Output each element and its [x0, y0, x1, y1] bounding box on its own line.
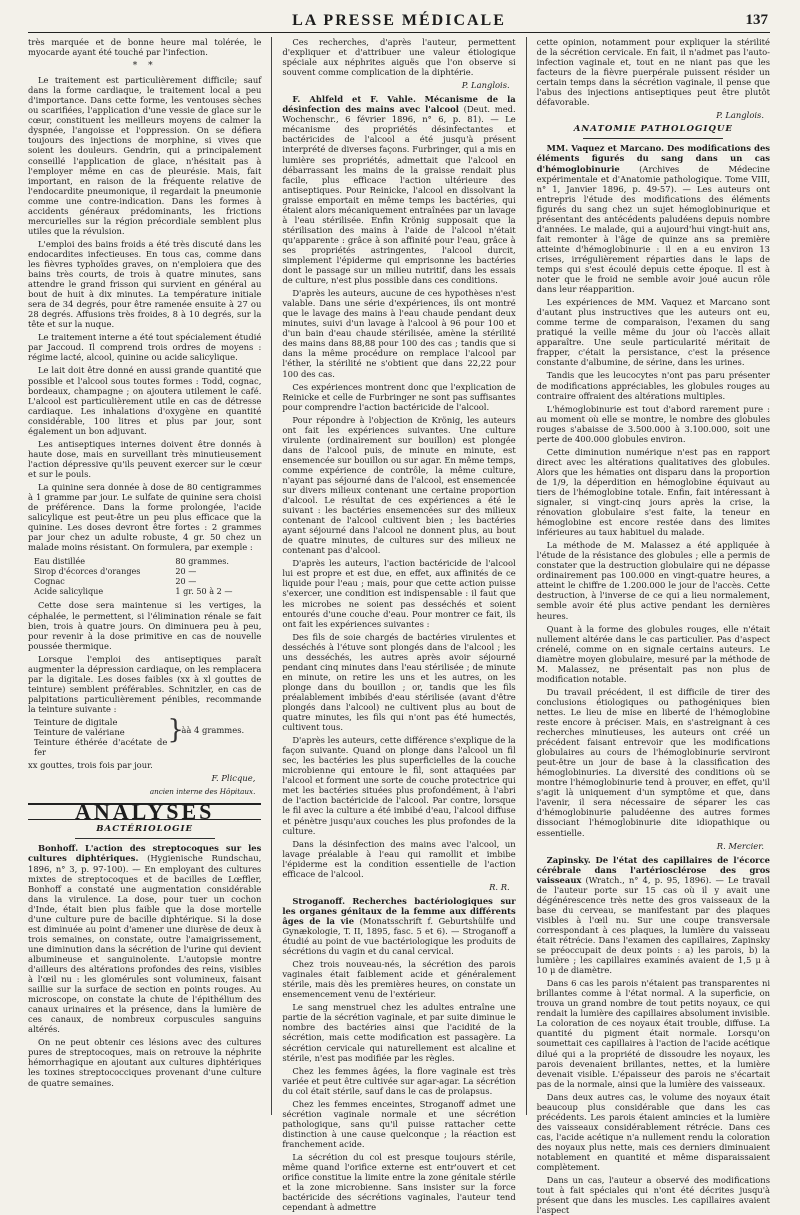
abstract-vaquez [537, 143, 770, 294]
abstract-title: Recherches bactériologiques sur les organes génitaux de la femme aux différents âges de la vie [282, 895, 516, 926]
tincture-lines [34, 717, 167, 757]
abstract-stroganoff [282, 896, 515, 956]
paragraph: D'après les auteurs, cette différence s'explique de la façon suivante. Quand on plonge dans l'alcool un fil sec, les bactéries les plus superficielles de la couche microbienne qui entoure le fil, sont attaquées par l'alcool et forment une sorte de couche protectrice qui met les bactéries situées plus profondément, à l'abri de l'action bactéricide de l'alcool. Par contre, lorsque le fil avec la culture a été imbibé d'eau, l'alcool diffuse et pénètre jusqu'aux couches les plus profondes de la culture. [282, 735, 516, 836]
author-signature: R. R. [489, 881, 510, 892]
abstract-body: (Deut. med. Wochenschr., 6 février 1896, n° 6, p. 81). — Le mécanisme des propriétés désinfectantes et bactéricides de l'alcool a été jusqu'à présent interprété de diverses façons. Furbringer, qui a mis en lumière ses propriétés, admettait que l'alcool en débarrassant les mains de la graisse rendait plus facile, plus efficace l'action ultérieure des antiseptiques. Pour Reinicke, l'alcool en dissolvant la graisse emportait en même temps les bactéries, qui étaient alors mécaniquement entraînées par un lavage à l'eau stérilisée. Enfin Krönig supposait que la stérilisation des mains à l'aide de l'alcool n'était qu'apparente : grâce à son affinité pour l'eau, grâce à ses propriétés astringentes, l'alcool durcit, simplement l'épiderme qui emprisonne les bactéries dont le passage sur un milieu nutritif, dans les essais de culture, n'est plus possible dans ces conditions. [282, 104, 516, 286]
tincture-ingredient: Teinture de digitale [34, 717, 118, 727]
paragraph: Lorsque l'emploi des antiseptiques paraît augmenter la dépression cardiaque, on les remplacera par la digitale. Les doses faibles (xx à xl gouttes de teinture) semblent préférables. Schnitzler, en cas de palpitations particulièrement pénibles, recommande la teinture suivante : [28, 653, 262, 714]
rubric-bacteriologie: BACTÉRIOLOGIE [96, 824, 194, 835]
formula-row [34, 576, 261, 586]
paragraph: Chez les femmes âgées, la flore vaginale est très variée et peut être cultivée sur agar-agar. La sécrétion du col était stérile, sauf dans le cas de prolapsus. [282, 1065, 516, 1096]
rubric-anatomie-pathologique: ANATOMIE PATHOLOGIQUE [573, 124, 733, 135]
paragraph: On ne peut obtenir ces lésions avec des cultures pures de streptocoques, mais on retrouve la néphrite hémorrhagique en ajoutant aux cultures diphtériques les toxines streptococciques provenant d'une culture de quatre semaines. [28, 1037, 262, 1088]
author-signature: P. Langlois. [716, 110, 765, 121]
formula-quantity: 20 — [175, 566, 197, 577]
tincture-formula [34, 717, 261, 757]
paragraph: Les expériences de MM. Vaquez et Marcano sont d'autant plus instructives que les auteurs ont eu, comme terme de comparaison, l'examen du sang pratiqué la veille même du jour où l'accès allait apparaître. Une seule particularité méritait de frapper, c'était la persistance, c'est la présence constante d'albumine, de sérine, dans les urines. [536, 297, 771, 368]
paragraph: L'emploi des bains froids a été très discuté dans les endocardites infectieuses. En tous cas, comme dans les fièvres typhoïdes graves, on n'emploiera que des bains très courts, de trois à quatre minutes, sans attendre le grand frisson qui survient en général au bout de huit à dix minutes. La température initiale sera de 34 degrés, pour être ramenée ensuite à 27 ou 28 degrés. Affusions très froides, 8 à 10 degrés, sur la tête et sur la nuque. [28, 238, 262, 330]
abstract-body: (Hygienische Rundschau, 1896, n° 3, p. 97-100). — En employant des cultures mixtes de streptocoques et de bacilles de Lœffler, Bonhoff a constaté une augmentation considérable dans la virulence. La dose, pour tuer un cochon d'Inde, était bien plus faible que la dose mortelle d'une culture pure de bacille diphtérique. Si la dose est diminuée au point d'amener une diurèse de deux à trois semaines, on constate, outre l'amaigrissement, une diminution dans la sécrétion de l'urine qui devient albumineuse et sanguinolente. L'autopsie montre d'ailleurs des altérations profondes des reins, visibles à l'œil nu : les glomérules sont volumineux, faisant saillie sur la surface de section en points rouges. Au microscope, on constate la chute de l'épithélium des canaux urinaires et la présence, dans la lumière de ces canaux, de nombreux corpuscules sanguins altérés. [28, 853, 262, 1035]
paragraph: Les antiseptiques internes doivent être donnés à haute dose, mais en surveillant très minutieusement l'action dépressive qu'ils peuvent exercer sur le cœur et sur le pouls. [28, 438, 262, 479]
author-signature: P. Langlois. [461, 80, 510, 91]
abstract-body: (Archives de Médecine expérimentale et d'Anatomie pathologique. Tome VIII, n° 1, Janvier 1896, p. 49-57). — Les auteurs ont entrepris l'étude des modifications des éléments figurés du sang chez un sujet hémoglobinurique et présentant des antécédents paludéens depuis nombre d'années. Le malade, qui a aujourd'hui vingt-huit ans, fait remonter à l'âge de quinze ans sa première atteinte d'hémoglobinurie : il en a eu environ 13 crises, irrégulièrement réparties dans le laps de temps qui s'est écoulé depuis cette époque. Il est à noter que le froid ne semble avoir joué aucun rôle dans leur réapparition. [536, 163, 771, 295]
author-signature: R. Mercier. [716, 840, 765, 851]
formula-ingredient: Acide salicylique [34, 586, 104, 597]
paragraph: La méthode de M. Malassez a été appliquée à l'étude de la résistance des globules ; elle a permis de constater que la destruction globulaire qui ne dépasse ordinairement pas 100.000 en vingt-quatre heures, a atteint le chiffre de 1.200.000 le jour de l'accès. Cette destruction, à l'inverse de ce qui a lieu normalement, semble avoir été plus active pendant les dernières heures. [536, 540, 771, 621]
paragraph: Le traitement est particulièrement difficile; sauf dans la forme cardiaque, le traitement local a peu d'importance. Dans cette forme, les ventouses sèches ou scarifiées, l'application d'une vessie de glace sur le cœur, constituent les meilleurs moyens de calmer la dyspnée, l'angoisse et l'oppression. On se défiera toujours des injections de morphine, si vives que soient les douleurs. Gendrin, qui a principalement conseillé l'application de glace, n'hésitait pas à l'employer même en cas de pleurésie. Mais, fait important, en raison de la fréquente relative de l'endocardite pneumonique, il regardait la pneumonie comme une contre-indication. Dans les formes à accidents généraux prédominants, les frictions mercurielles sur la région précordiale semblent plus utiles que la révulsion. [28, 75, 262, 236]
formula-quantity: 1 gr. 50 à 2 — [175, 586, 233, 597]
abstract-title: Des modifications des éléments figurés du sang dans un cas d'hémoglobinurie [536, 143, 771, 174]
dosage-note: xx gouttes, trois fois par jour. [28, 760, 153, 771]
formula-quantity: 80 grammes. [175, 556, 229, 567]
paragraph: Tandis que les leucocytes n'ont pas paru présenter de modifications appréciables, les globules rouges au contraire offraient des altérations multiples. [536, 370, 771, 401]
paragraph: Ces recherches, d'après l'auteur, permettent d'expliquer et d'attribuer une valeur étiologique spéciale aux néphrites aiguës que l'on observe si souvent comme complication de la diphtérie. [282, 37, 516, 78]
running-head [28, 10, 770, 33]
abstract-zapinsky [537, 855, 770, 976]
divider [75, 838, 215, 839]
divider [583, 138, 723, 139]
abstract-author: MM. Vaquez et Marcano. [546, 143, 665, 154]
section-heading-analyses: ANALYSES [28, 803, 261, 820]
column-3 [536, 37, 771, 1215]
paragraph: Cette diminution numérique n'est pas en rapport direct avec les altérations qualitatives des globules. Alors que les hématies ont disparu dans la proportion de 1/9, la déperdition en hémoglobine équivaut au tiers de l'hémoglobine totale. Enfin, fait intéressant à signaler, si vingt-cinq jours après la crise, la rénovation globulaire s'est faite, la teneur en hémoglobine est encore restée dans des limites inférieures au taux habituel du malade. [536, 446, 771, 538]
abstract-body: (Monatsschrift f. Geburtshülfe und Gynækologie, T. II, 1895, fasc. 5 et 6). — Stroganoff a étudié au point de vue bactériologique les produits de sécrétions du vagin et du canal cervical. [282, 915, 516, 957]
paragraph: Le sang menstruel chez les adultes entraîne une partie de la sécrétion vaginale, et par suite diminue le nombre des bactéries ainsi que l'acidité de la sécrétion, mais cette modification est passagère. La sécrétion cervicale qui naturellement est alcaline et stérile, n'est pas modifiée par les règles. [282, 1002, 516, 1063]
abstract-title: L'action des streptocoques sur les cultures diphtériques. [28, 843, 262, 864]
paragraph: cette opinion, notamment pour expliquer la stérilité de la sécrétion cervicale. En fait, il n'admet pas l'auto-infection vaginale et, tout en ne niant pas que les facteurs de la fièvre puerpérale puissent résider un certain temps dans la sécrétion vaginale, il pense que l'abus des injections antiseptiques peut être plutôt défavorable. [536, 37, 771, 108]
formula-ingredient: Eau distillée [34, 556, 86, 567]
tincture-ingredient: Teinture éthérée d'acétate de fer [34, 737, 168, 758]
abstract-ahlfeld [282, 94, 515, 285]
paragraph: Chez les femmes enceintes, Stroganoff admet une sécrétion vaginale normale et une sécrétion pathologique, sans qu'il puisse rattacher cette distinction à une cause quelconque ; la réaction est franchement acide. [282, 1098, 516, 1149]
author-signature: F. Plicque, [211, 773, 256, 784]
paragraph: Le lait doit être donné en aussi grande quantité que possible et l'alcool sous toutes formes : Todd, cognac, bordeaux, champagne ; on ajoutera utilement le café. L'alcool est particulièrement utile en cas de détresse cardiaque. Les inhalations d'oxygène en quantité considérable, 100 litres et plus par jour, sont également un bon adjuvant. [28, 365, 262, 436]
paragraph: L'hémoglobinurie est tout d'abord rarement pure : au moment où elle se montre, le nombre des globules rouges s'abaisse de 3.500.000 à 3.100.000, soit une perte de 400.000 globules environ. [536, 403, 771, 444]
abstract-title: Mécanisme de la désinfection des mains avec l'alcool [282, 94, 516, 115]
abstract-author: Bonhoff. [38, 843, 79, 854]
paragraph: Chez trois nouveau-nés, la sécrétion des parois vaginales était faiblement acide et généralement stérile, mais dès les premières heures, on constate un ensemencement venu de l'extérieur. [282, 959, 516, 1000]
paragraph: Le traitement interne a été tout spécialement étudié par Jaccoud. Il comprend trois ordres de moyens : régime lacté, alcool, quinine ou acide salicylique. [28, 332, 262, 363]
paragraph: Dans la désinfection des mains avec l'alcool, un lavage préalable à l'eau qui ramollit et imbibe l'épiderme est la condition essentielle de l'action efficace de l'alcool. [282, 838, 516, 879]
column-divider [526, 37, 527, 1115]
paragraph: très marquée et de bonne heure mal tolérée, le myocarde ayant été touché par l'infection. [28, 37, 262, 58]
column-1 [28, 37, 261, 1115]
author-affiliation: ancien interne des Hôpitaux. [149, 787, 256, 797]
paragraph: Ces expériences montrent donc que l'explication de Reinicke et celle de Furbringer ne sont pas suffisantes pour comprendre l'action bactéricide de l'alcool. [282, 381, 516, 412]
columns [28, 37, 771, 1215]
formula-row [34, 556, 261, 566]
tincture-ingredient: Teinture de valériane [34, 727, 125, 738]
abstract-author: Zapinsky. [546, 854, 591, 865]
prescription-formula [34, 556, 261, 596]
paragraph: La sécrétion du col est presque toujours stérile, même quand l'orifice externe est entr'ouvert et cet orifice constitue la limite entre la zone génitale stérile et la zone microbienne. Sans insister sur la force bactéricide des sécrétions vaginales, l'auteur tend cependant à admettre [282, 1151, 516, 1213]
brace-glyph: } [167, 715, 184, 745]
abstract-body: (Wratch., n° 4, p. 95, 1896). — Le travail de l'auteur porte sur 15 cas où il y avait une dégénérescence très nette des gros vaisseaux de la base du cerveau, se manifestant par des plaques visibles à l'œil nu. Sur une coupe transversale correspondant à ces plaques, la lumière du vaisseau était rétrécie. Dans l'examen des capillaires, Zapinsky se préoccupait de deux points : a) les parois, b) la lumière ; les capillaires examinés avaient de 1,5 μ à 10 μ de diamètre. [536, 874, 771, 976]
tincture-quantity: àà 4 grammes. [181, 725, 245, 735]
paragraph: Du travail précédent, il est difficile de tirer des conclusions étiologiques ou pathogéniques bien nettes. Le lieu de mise en liberté de l'hémoglobine reste encore à préciser. Mais, en s'astreignant à ces recherches minutieuses, les auteurs ont créé un précédent faisant entrevoir que les modifications globulaires au cours de l'hémoglobinurie serviront peut-être un jour de base à la classification des hémoglobinuries. La diversité des conditions où se montre l'hémoglobinurie tend à prouver, en effet, qu'il s'agit là uniquement d'un symptôme et que, dans l'avenir, il sera nécessaire de séparer les cas d'hémoglobinurie paludéenne des autres formes dissociant l'hémoglobinurie dite idiopathique ou essentielle. [536, 686, 771, 838]
formula-ingredient: Cognac [34, 576, 65, 587]
paragraph: Dans un cas, l'auteur a observé des modifications tout à fait spéciales qui n'ont été décrites jusqu'à présent que dans les muscles. Les capillaires avaient l'aspect [536, 1175, 771, 1215]
paragraph: Dans 6 cas les parois n'étaient pas transparentes ni brillantes comme à l'état normal. A la superficie, on trouva un grand nombre de tout petits noyaux, ce qui rendait la lumière des capillaires absolument invisible. La coloration de ces noyaux était trouble, diffuse. La quantité du pigment était normale. Lorsqu'on soumettait ces capillaires à l'action de l'acide acétique dilué qui a la propriété de dissoudre les noyaux, les parois devenaient brillantes, nettes, et la lumière devenait visible. L'épaisseur des parois ne s'écartait pas de la normale, ainsi que la lumière des vaisseaux. [536, 978, 771, 1089]
journal-title: LA PRESSE MÉDICALE [292, 12, 506, 29]
paragraph: Des fils de soie chargés de bactéries virulentes et desséchés à l'étuve sont plongés dans de l'alcool ; les uns desséchés, les autres après avoir séjourné pendant cinq minutes dans l'eau stérilisée ; de minute en minute, on retire les uns et les autres, on les plonge dans du bouillon ; or, tandis que les fils préalablement imbibés d'eau stérilisée (avant d'être plongés dans l'alcool) ne cultivent plus au bout de quatre minutes, les fils qui n'ont pas été humectés, cultivent tous. [282, 631, 516, 733]
formula-row [34, 586, 261, 596]
formula-quantity: 20 — [175, 576, 197, 587]
section-stars: * * [132, 61, 157, 72]
paragraph: Cette dose sera maintenue si les vertiges, la céphalée, le permettent, si l'élimination rénale se fait bien, trois à quatre jours. On diminuera peu à peu, pour revenir à la dose primitive en cas de nouvelle poussée thermique. [28, 600, 262, 651]
paragraph: La quinine sera donnée à dose de 80 centigrammes à 1 gramme par jour. Le sulfate de quinine sera choisi de préférence. Dans la forme prolongée, l'acide salicylique est peut-être un peu plus efficace que la quinine. Les doses devront être fortes : 2 grammes par jour chez un adulte robuste, 4 gr. 50 chez un malade moins résistant. On formulera, par exemple : [28, 481, 262, 553]
formula-ingredient: Sirop d'écorces d'oranges [34, 566, 141, 577]
abstract-author: F. Ahlfeld et F. Vahle. [292, 94, 416, 105]
paragraph: D'après les auteurs, aucune de ces hypothèses n'est valable. Dans une série d'expériences, ils ont montré que le lavage des mains à l'eau chaude pendant deux minutes, suivi d'un lavage à l'alcool à 96 pour 100 et d'un bain d'eau chaude stérilisée, amène la stérilité des mains dans 88,88 pour 100 des cas ; tandis que si dans la même procédure on remplace l'alcool par l'éther, la stérilité ne s'obtient que dans 22,22 pour 100 des cas. [282, 288, 516, 379]
abstract-bonhoff [28, 843, 261, 1034]
paragraph: Pour répondre à l'objection de Krönig, les auteurs ont fait les expériences suivantes. Une culture virulente (ordinairement sur bouillon) est plongée dans de l'alcool puis, de minute en minute, est ensemencée sur bouillon ou sur agar. En même temps, comme expérience de contrôle, la même culture, n'ayant pas séjourné dans de l'alcool, est ensemencée sur divers milieux contenant une certaine proportion d'alcool. Le résultat de ces expériences a été le suivant : les bactéries ensemencées sur des milieux contenant de l'alcool cultivent bien ; les bactéries ayant séjourné dans l'alcool ne donnent plus, au bout de quatre minutes, de cultures sur des milieux ne contenant pas d'alcool. [282, 414, 516, 556]
page-number: 137 [745, 12, 768, 28]
abstract-title: De l'état des capillaires de l'écorce cérébrale dans l'artériosclérose des gros vaisseaux [536, 854, 771, 885]
column-divider [271, 37, 272, 1115]
column-2 [282, 37, 516, 1213]
abstract-author: Stroganoff. [292, 895, 345, 906]
paragraph: Quant à la forme des globules rouges, elle n'était nullement altérée dans le cas particulier. Pas d'aspect crénelé, comme on en signale certains auteurs. Le diamètre moyen globulaire, mesuré par la méthode de M. Malassez, ne présentait pas non plus de modification notable. [536, 623, 771, 684]
paragraph: D'après les auteurs, l'action bactéricide de l'alcool lui est propre et est due, en effet, aux affinités de ce liquide pour l'eau ; mais, pour que cette action puisse s'exercer, une condition est indispensable : il faut que les microbes ne soient pas desséchés et soient entourés d'une couche d'eau. Pour montrer ce fait, ils ont fait les expériences suivantes : [282, 558, 516, 629]
paragraph: Dans deux autres cas, le volume des noyaux était beaucoup plus considérable que dans les cas précédents. Les parois étaient amincies et la lumière des vaisseaux considérablement rétrécie. Dans ces cas, l'acide acétique n'a nullement rendu la coloration des noyaux plus nette, mais ces derniers diminuaient notablement en quantité et même disparaissaient complètement. [536, 1091, 771, 1173]
formula-row [34, 566, 261, 576]
